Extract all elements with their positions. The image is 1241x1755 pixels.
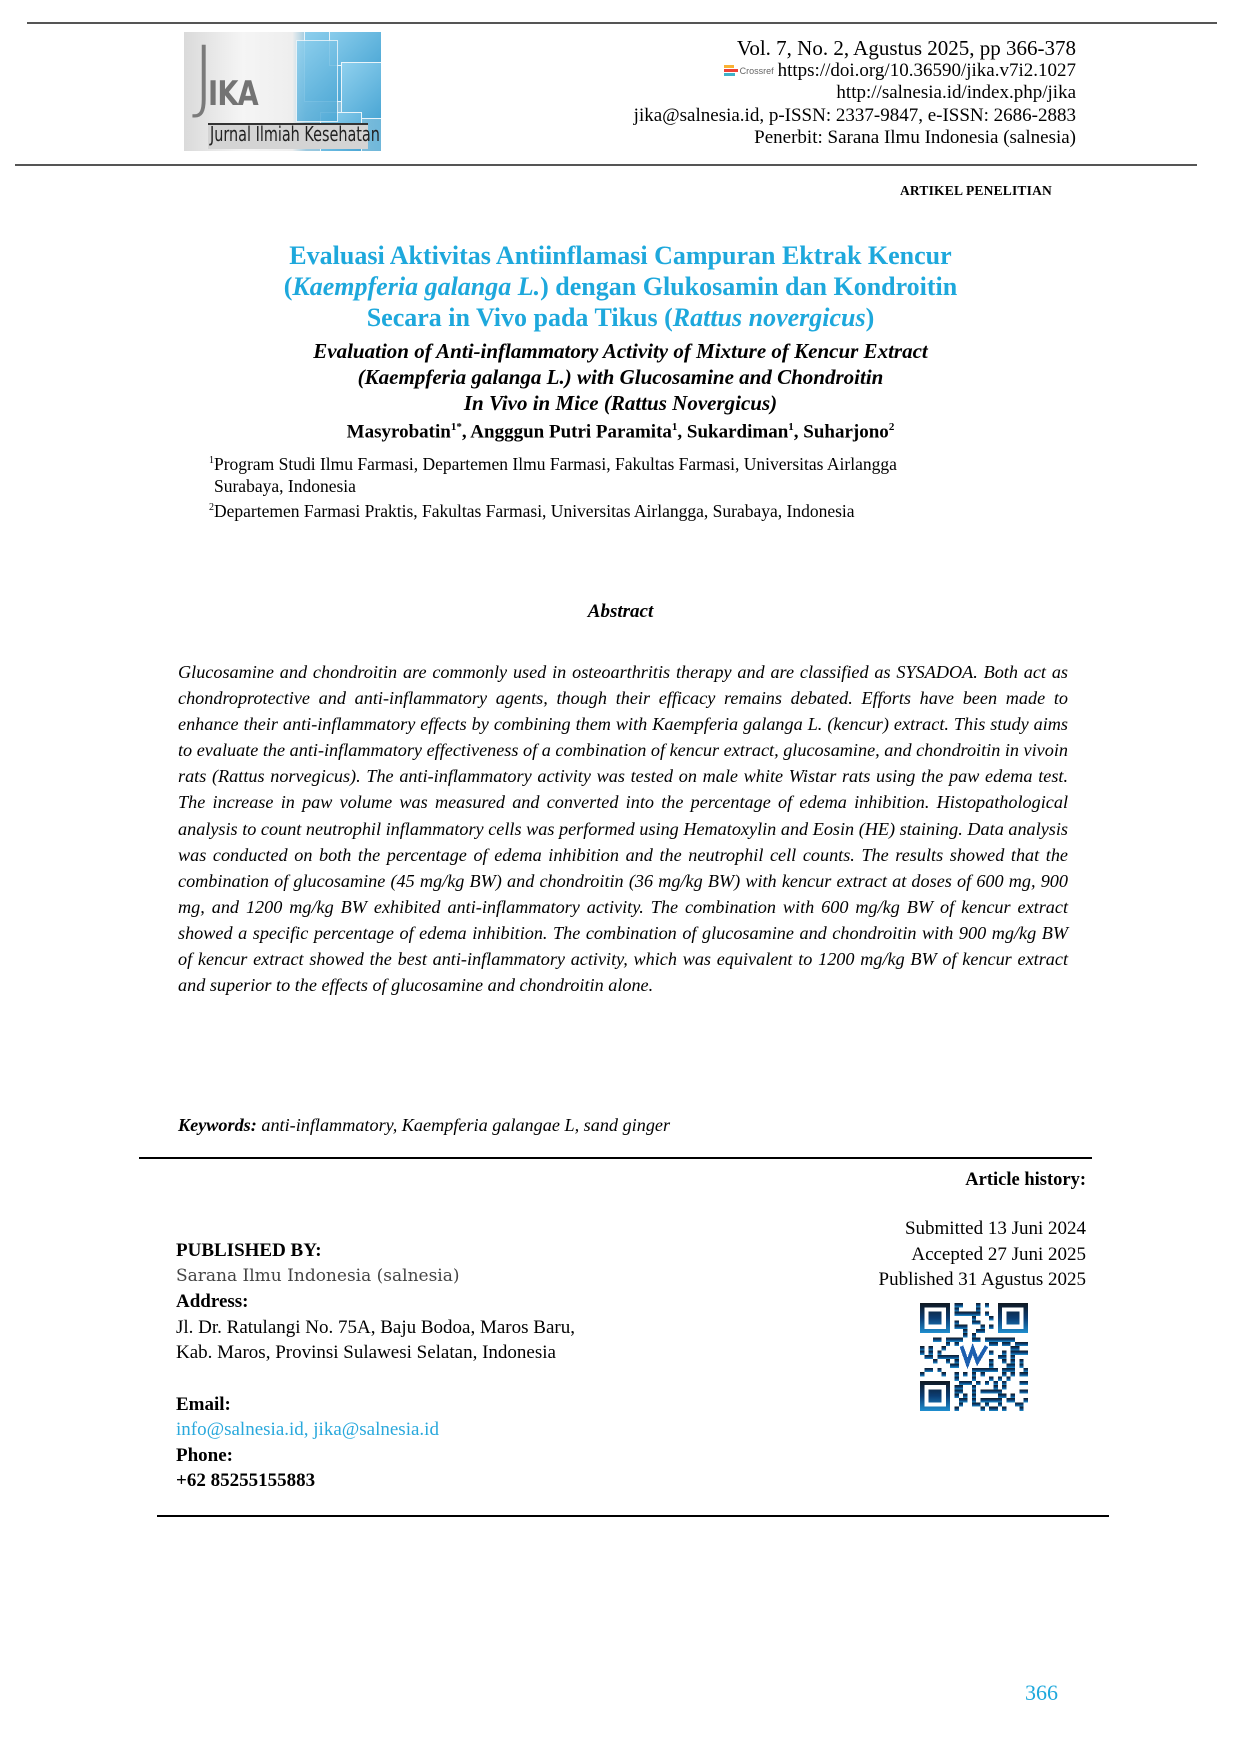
qr-module <box>1019 1363 1023 1367</box>
qr-module <box>924 1368 928 1372</box>
qr-module <box>998 1338 1002 1342</box>
qr-module <box>972 1394 976 1398</box>
qr-module <box>1024 1368 1028 1372</box>
species-name-rat: Rattus novergicus <box>672 303 866 332</box>
qr-module <box>972 1368 976 1372</box>
qr-module <box>1019 1381 1023 1385</box>
publisher-info: Penerbit: Sarana Ilmu Indonesia (salnesia) <box>754 127 1076 149</box>
qr-module <box>993 1398 997 1402</box>
qr-module <box>955 1320 959 1324</box>
qr-module <box>963 1333 967 1337</box>
qr-module <box>937 1355 941 1359</box>
qr-module <box>1011 1394 1015 1398</box>
qr-module <box>955 1359 959 1363</box>
author-sep: , <box>793 421 804 443</box>
qr-module <box>1019 1372 1023 1376</box>
qr-module <box>976 1312 980 1316</box>
qr-module <box>989 1363 993 1367</box>
keywords-text: anti-inflammatory, Kaempferia galangae L, sand ginger <box>256 1115 671 1135</box>
qr-module <box>985 1402 989 1406</box>
author-name: Suharjono <box>803 421 889 443</box>
qr-module <box>955 1338 959 1342</box>
publisher-rule <box>157 1515 1109 1517</box>
qr-module <box>998 1355 1002 1359</box>
qr-module <box>976 1381 980 1385</box>
qr-module <box>1024 1389 1028 1393</box>
qr-module <box>989 1351 993 1355</box>
qr-module <box>1002 1355 1006 1359</box>
qr-module <box>955 1389 959 1393</box>
qr-module <box>1015 1402 1019 1406</box>
title-id-line-3-a: Secara in Vivo pada Tikus ( <box>366 303 673 332</box>
qr-module <box>1011 1351 1015 1355</box>
doi-link[interactable]: https://doi.org/10.36590/jika.v7i2.1027 <box>777 59 1076 81</box>
qr-module <box>985 1381 989 1385</box>
qr-module <box>993 1342 997 1346</box>
author-name: Sukardiman <box>686 421 789 443</box>
qr-module <box>989 1389 993 1393</box>
publisher-block <box>176 1238 575 1494</box>
qr-module <box>933 1338 937 1342</box>
qr-module <box>998 1398 1002 1402</box>
qr-module <box>955 1407 959 1411</box>
qr-module <box>937 1338 941 1342</box>
qr-module <box>989 1338 993 1342</box>
qr-module <box>989 1342 993 1346</box>
qr-module <box>955 1312 959 1316</box>
qr-module <box>980 1329 984 1333</box>
qr-module <box>1011 1372 1015 1376</box>
article-history <box>879 1216 1086 1293</box>
qr-module <box>959 1312 963 1316</box>
qr-module <box>968 1381 972 1385</box>
qr-module <box>942 1355 946 1359</box>
qr-module <box>993 1338 997 1342</box>
qr-module <box>929 1346 933 1350</box>
qr-module <box>976 1338 980 1342</box>
qr-module <box>972 1333 976 1337</box>
qr-module <box>955 1376 959 1380</box>
qr-module <box>1006 1363 1010 1367</box>
article-history-heading: Article history: <box>965 1170 1086 1190</box>
qr-module <box>1011 1346 1015 1350</box>
title-en-line-1: Evaluation of Anti-inflammatory Activity of Mixture of Kencur Extract <box>313 339 928 363</box>
qr-module <box>980 1372 984 1376</box>
qr-module <box>946 1355 950 1359</box>
qr-module <box>1024 1381 1028 1385</box>
qr-module <box>1002 1342 1006 1346</box>
qr-module <box>985 1338 989 1342</box>
qr-module <box>929 1368 933 1372</box>
doi-line <box>634 60 1076 83</box>
qr-module <box>963 1329 967 1333</box>
qr-module <box>920 1351 924 1355</box>
qr-module <box>1002 1394 1006 1398</box>
qr-module <box>955 1385 959 1389</box>
qr-module <box>959 1325 963 1329</box>
qr-module <box>1002 1407 1006 1411</box>
qr-module <box>976 1303 980 1307</box>
qr-module <box>976 1368 980 1372</box>
qr-module <box>955 1363 959 1367</box>
qr-module <box>993 1385 997 1389</box>
qr-module <box>1019 1342 1023 1346</box>
published-date: Published 31 Agustus 2025 <box>878 1269 1086 1290</box>
qr-module <box>968 1312 972 1316</box>
qr-module <box>972 1312 976 1316</box>
qr-module <box>998 1376 1002 1380</box>
qr-module <box>1006 1376 1010 1380</box>
qr-module <box>955 1303 959 1307</box>
qr-module <box>976 1402 980 1406</box>
abstract-heading: Abstract <box>587 601 654 622</box>
qr-module <box>920 1372 924 1376</box>
qr-module <box>959 1398 963 1402</box>
qr-module <box>972 1372 976 1376</box>
qr-module <box>1015 1346 1019 1350</box>
qr-module <box>993 1389 997 1393</box>
author-affil: 1 <box>788 421 794 433</box>
qr-module <box>1006 1338 1010 1342</box>
qr-module <box>1011 1355 1015 1359</box>
qr-module <box>1019 1359 1023 1363</box>
qr-module <box>985 1312 989 1316</box>
qr-module <box>959 1385 963 1389</box>
qr-module <box>950 1355 954 1359</box>
qr-module <box>955 1372 959 1376</box>
qr-module <box>998 1402 1002 1406</box>
title-en-line-3: In Vivo in Mice (Rattus Novergicus) <box>463 391 778 415</box>
published-by-label: PUBLISHED BY: <box>176 1240 322 1261</box>
email-label: Email: <box>176 1393 231 1415</box>
title-indonesian <box>160 240 1081 333</box>
qr-module <box>1002 1385 1006 1389</box>
qr-module <box>1011 1359 1015 1363</box>
author-list <box>160 421 1081 443</box>
article-type: ARTIKEL PENELITIAN <box>899 183 1052 198</box>
title-english <box>160 338 1081 416</box>
qr-module <box>972 1402 976 1406</box>
qr-module <box>946 1342 950 1346</box>
qr-module <box>1024 1342 1028 1346</box>
qr-module <box>1011 1368 1015 1372</box>
phone-number: +62 85255155883 <box>176 1470 316 1491</box>
qr-module <box>1006 1342 1010 1346</box>
qr-module <box>1002 1372 1006 1376</box>
qr-module <box>963 1325 967 1329</box>
qr-module <box>942 1346 946 1350</box>
title-id-line-1: Evaluasi Aktivitas Antiinflamasi Campuran Ektrak Kencur <box>289 241 952 270</box>
qr-module <box>972 1398 976 1402</box>
qr-module <box>955 1394 959 1398</box>
qr-module <box>989 1359 993 1363</box>
qr-module <box>985 1398 989 1402</box>
title-id-line-2-rest: ) dengan Glukosamin dan Kondroitin <box>540 272 958 301</box>
affil-marker: 1 <box>209 455 214 466</box>
qr-module <box>1019 1351 1023 1355</box>
qr-module <box>1006 1398 1010 1402</box>
qr-module <box>959 1389 963 1393</box>
qr-module <box>1006 1368 1010 1372</box>
qr-module <box>980 1398 984 1402</box>
abstract-text: Glucosamine and chondroitin are commonly used in osteoarthritis therapy and are classified as SYSADOA. Both act as chondroprotective and anti-inflammatory agents, though their efficacy remains debated. Efforts have been made to enhance their anti-inflammatory effects by combining them with Kaempferia galanga L. (kencur) extract. This study aims to evaluate the anti-inflammatory effectiveness of a combination of kencur extract, glucosamine, and chondroitin in vivoin rats (Rattus norvegicus). The anti-inflammatory activity was tested on male white Wistar rats using the paw edema test. The increase in paw volume was measured and converted into the percentage of edema inhibition. Histopathological analysis to count neutrophil inflammatory cells was performed using Hematoxylin and Eosin (HE) staining. Data analysis was conducted on both the percentage of edema inhibition and the neutrophil cell counts. The results showed that the combination of glucosamine (45 mg/kg BW) and chondroitin (36 mg/kg BW) with kencur extract at doses of 600 mg, 900 mg, and 1200 mg/kg BW exhibited anti-inflammatory activity. The combination with 600 mg/kg BW of kencur extract showed a specific percentage of edema inhibition. The combination of glucosamine and chondroitin with 900 mg/kg BW of kencur extract showed the best anti-inflammatory activity, which was equivalent to 1200 mg/kg BW of kencur extract and superior to the effects of glucosamine and chondroitin alone. <box>178 662 1068 996</box>
accepted-date: Accepted 27 Juni 2025 <box>911 1243 1086 1265</box>
keywords-label: Keywords: <box>178 1115 257 1135</box>
affil-text: Program Studi Ilmu Farmasi, Departemen Ilmu Farmasi, Fakultas Farmasi, Universitas Airlangga <box>214 453 897 474</box>
qr-module <box>950 1338 954 1342</box>
qr-module <box>1011 1398 1015 1402</box>
email-links[interactable]: info@salnesia.id, jika@salnesia.id <box>176 1419 439 1440</box>
qr-module <box>972 1320 976 1324</box>
qr-module <box>976 1320 980 1324</box>
qr-module <box>1019 1389 1023 1393</box>
qr-module <box>963 1372 967 1376</box>
author-affil: 1 <box>671 421 678 433</box>
qr-module <box>955 1325 959 1329</box>
crossref-icon <box>724 65 738 77</box>
qr-module <box>998 1394 1002 1398</box>
qr-module <box>989 1325 993 1329</box>
qr-module <box>1011 1338 1015 1342</box>
title-id-line-2 <box>160 271 1081 302</box>
qr-module <box>985 1303 989 1307</box>
keywords-rule <box>139 1157 1092 1159</box>
page-number: 366 <box>1025 1680 1058 1705</box>
phone-label: Phone: <box>176 1444 233 1466</box>
qr-module <box>1002 1338 1006 1342</box>
affil-marker: 2 <box>209 501 214 513</box>
qr-module <box>942 1372 946 1376</box>
qr-module <box>959 1338 963 1342</box>
qr-module <box>963 1398 967 1402</box>
author-name: Angggun Putri Paramita <box>470 421 672 443</box>
qr-module <box>985 1368 989 1372</box>
qr-module <box>976 1307 980 1311</box>
qr-module <box>959 1402 963 1406</box>
qr-module <box>924 1355 928 1359</box>
header-top-rule <box>27 22 1217 24</box>
author-affil: 2 <box>888 421 895 433</box>
qr-module <box>985 1389 989 1393</box>
title-id-line-3 <box>160 302 1081 333</box>
qr-module <box>937 1351 941 1355</box>
qr-module <box>980 1368 984 1372</box>
qr-module <box>920 1346 924 1350</box>
qr-module <box>989 1316 993 1320</box>
species-name: Kaempferia galanga L. <box>292 272 541 301</box>
qr-module <box>989 1398 993 1402</box>
qr-module <box>989 1376 993 1380</box>
qr-module <box>933 1359 937 1363</box>
qr-module <box>972 1389 976 1393</box>
qr-module <box>1002 1368 1006 1372</box>
qr-module <box>980 1389 984 1393</box>
qr-module <box>993 1368 997 1372</box>
affiliation-2 <box>209 497 897 522</box>
address-line-2: Kab. Maros, Provinsi Sulawesi Selatan, Indonesia <box>176 1342 556 1363</box>
qr-module <box>929 1355 933 1359</box>
keywords <box>178 1115 670 1136</box>
qr-module <box>963 1381 967 1385</box>
qr-module <box>1024 1372 1028 1376</box>
qr-module <box>976 1329 980 1333</box>
qr-module <box>963 1312 967 1316</box>
issn-info: jika@salnesia.id, p-ISSN: 2337-9847, e-ISSN: 2686-2883 <box>633 104 1076 126</box>
paren: ( <box>283 272 293 301</box>
qr-module <box>946 1338 950 1342</box>
qr-module <box>1024 1398 1028 1402</box>
journal-info <box>634 37 1076 150</box>
qr-module <box>1002 1381 1006 1385</box>
qr-module <box>959 1381 963 1385</box>
qr-module <box>1002 1359 1006 1363</box>
qr-module <box>989 1368 993 1372</box>
logo-abbr: IKA <box>208 74 258 114</box>
title-en-line-2: (Kaempferia galanga L.) with Glucosamine and Chondroitin <box>357 365 884 389</box>
header-bottom-rule <box>15 164 1197 166</box>
qr-module <box>963 1394 967 1398</box>
qr-module <box>989 1407 993 1411</box>
qr-module <box>993 1381 997 1385</box>
qr-module <box>972 1385 976 1389</box>
author-sep: , <box>677 421 687 443</box>
qr-module <box>959 1303 963 1307</box>
address-label: Address: <box>176 1291 249 1312</box>
crossref-label: Crossref <box>739 65 774 76</box>
qr-module <box>955 1355 959 1359</box>
author-sep: , <box>461 421 471 443</box>
affiliation-1 <box>209 450 897 475</box>
qr-module <box>946 1359 950 1363</box>
submitted-date: Submitted 13 Juni 2024 <box>904 1218 1086 1239</box>
journal-url[interactable]: http://salnesia.id/index.php/jika <box>836 82 1076 104</box>
qr-module <box>972 1316 976 1320</box>
logo-journal-name: Jurnal Ilmiah Kesehatan <box>210 122 380 146</box>
qr-module <box>993 1407 997 1411</box>
volume-info: Vol. 7, No. 2, Agustus 2025, pp 366-378 <box>736 36 1076 60</box>
qr-module <box>1011 1363 1015 1367</box>
qr-module <box>972 1376 976 1380</box>
qr-module <box>1002 1351 1006 1355</box>
qr-code[interactable] <box>920 1303 1028 1411</box>
crossref-badge <box>724 60 774 83</box>
qr-module <box>980 1407 984 1411</box>
qr-module <box>1015 1351 1019 1355</box>
paren-close: ) <box>865 303 875 332</box>
author-name: Masyrobatin <box>346 421 451 443</box>
author-affil: 1* <box>450 421 462 433</box>
qr-module <box>998 1389 1002 1393</box>
qr-module <box>955 1307 959 1311</box>
qr-module <box>972 1338 976 1342</box>
qr-module <box>1015 1342 1019 1346</box>
affil-text: Departemen Farmasi Praktis, Fakultas Farmasi, Universitas Airlangga, Surabaya, Indonesia <box>214 500 855 521</box>
qr-module <box>980 1325 984 1329</box>
affiliation-1-cont: Surabaya, Indonesia <box>214 475 356 496</box>
logo-letter-j: J <box>192 32 216 122</box>
qr-module <box>950 1363 954 1367</box>
journal-logo <box>184 32 381 151</box>
qr-module <box>1019 1407 1023 1411</box>
qr-module <box>1019 1402 1023 1406</box>
qr-module <box>937 1368 941 1372</box>
qr-module <box>1024 1351 1028 1355</box>
published-by: Sarana Ilmu Indonesia (salnesia) <box>176 1265 460 1286</box>
affiliations <box>209 450 897 522</box>
address-line-1: Jl. Dr. Ratulangi No. 75A, Baju Bodoa, Maros Baru, <box>176 1316 575 1338</box>
qr-module <box>929 1351 933 1355</box>
qr-module <box>955 1342 959 1346</box>
